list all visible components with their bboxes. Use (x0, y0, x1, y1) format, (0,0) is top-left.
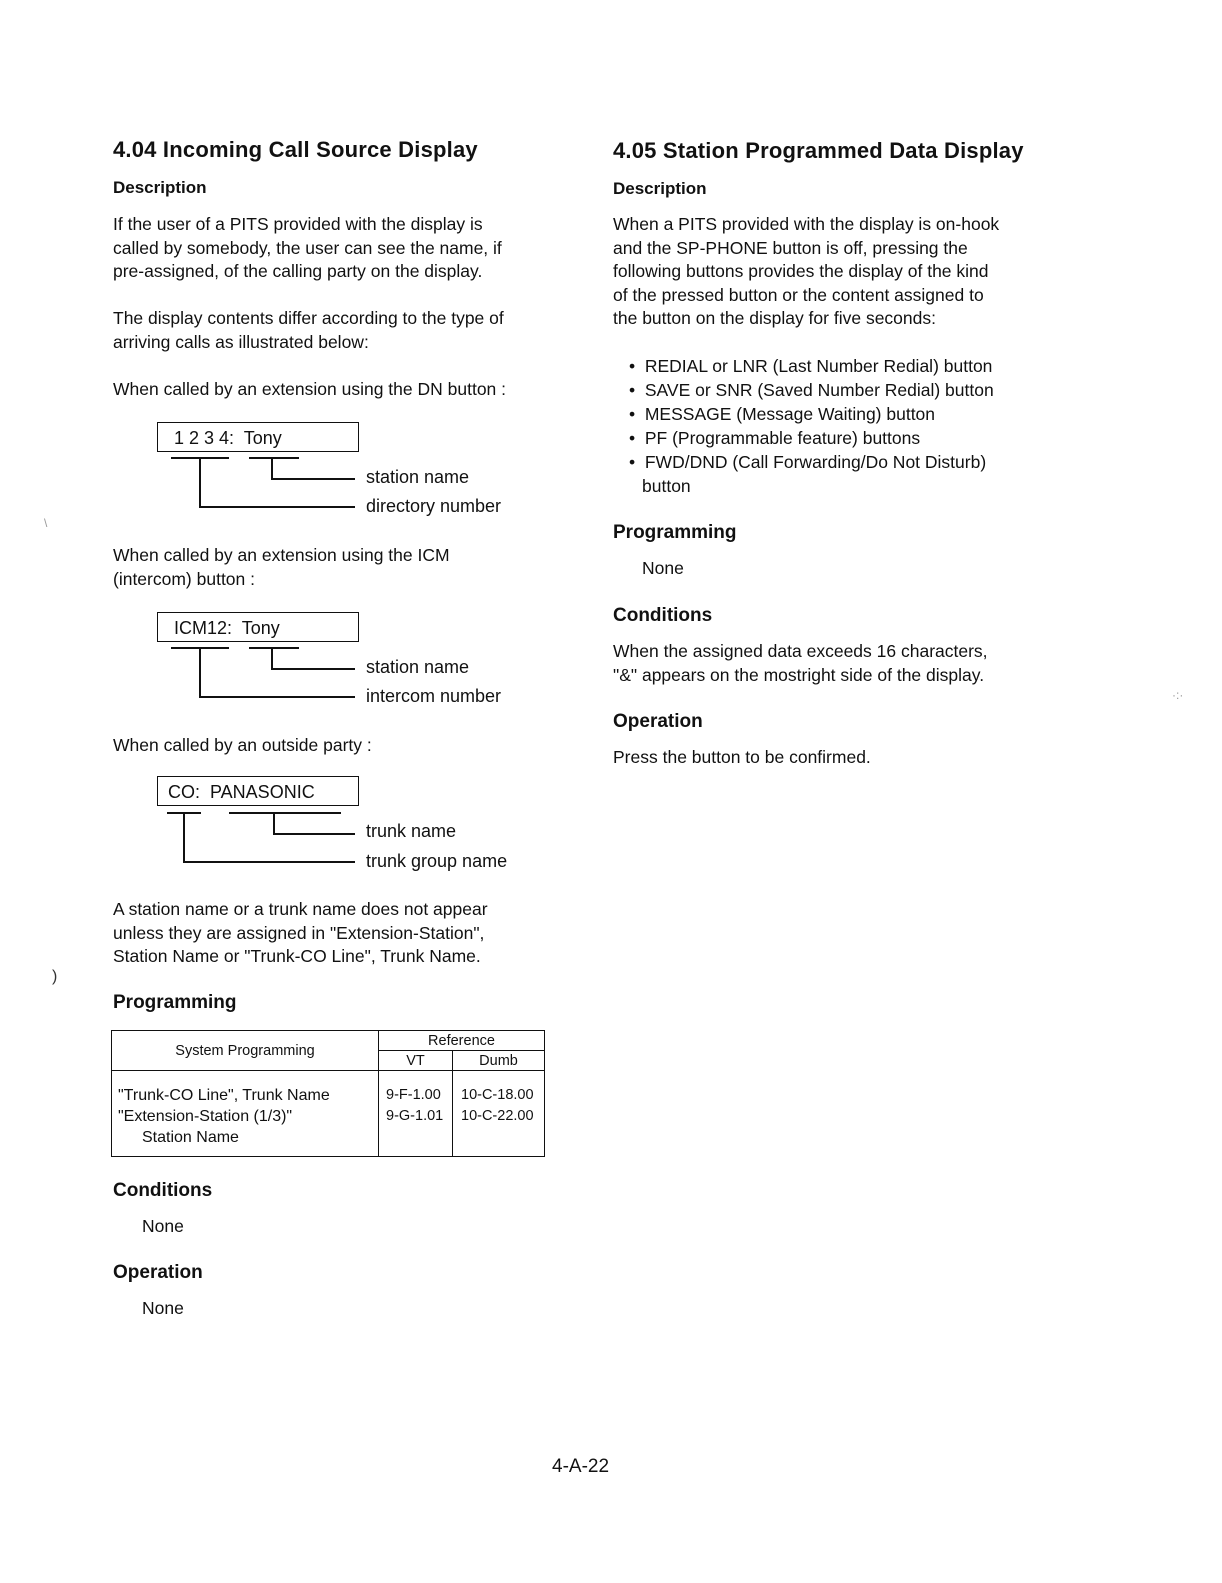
display-box: 1 2 3 4: Tony (157, 422, 359, 452)
bracket-line (271, 457, 273, 479)
display-box: ICM12: Tony (157, 612, 359, 642)
system-cell (112, 1071, 379, 1157)
system-line: "Extension-Station (1/3)" (118, 1108, 293, 1125)
header-dumb: Dumb (453, 1051, 545, 1071)
dumb-value: 10-C-22.00 (461, 1108, 534, 1124)
list-item-text: FWD/DND (Call Forwarding/Do Not Disturb) (644, 452, 987, 472)
page-number: 4-A-22 (552, 1456, 610, 1477)
bracket-line (273, 812, 275, 834)
bracket-line (199, 457, 201, 507)
list-item: • SAVE or SNR (Saved Number Redial) button (629, 380, 994, 400)
leader-line (271, 668, 355, 670)
text-line: When a PITS provided with the display is on-hook (613, 214, 1000, 234)
text-line: following buttons provides the display of the kind (613, 261, 989, 281)
list-item-text: SAVE or SNR (Saved Number Redial) button (644, 380, 994, 400)
text-line: called by somebody, the user can see the name, if (113, 237, 502, 258)
bracket-line (249, 457, 299, 459)
contents-paragraph (113, 307, 504, 354)
case-icm-text (113, 544, 450, 591)
text-line: If the user of a PITS provided with the display is (113, 214, 483, 234)
header-reference: Reference (379, 1031, 545, 1051)
label-directory-number: directory number (366, 496, 502, 516)
text-line: When called by an extension using the ICM (113, 545, 450, 565)
label-station-name: station name (366, 657, 470, 677)
text-line: the button on the display for five seconds: (613, 308, 936, 328)
list-item-text: REDIAL or LNR (Last Number Redial) button (644, 356, 993, 376)
text-line: "&" appears on the mostright side of the display. (613, 664, 985, 685)
system-line: Station Name (142, 1129, 239, 1146)
bracket-line (229, 812, 341, 814)
text-line: pre-assigned, of the calling party on the display. (113, 261, 483, 281)
operation-heading: Operation (613, 711, 703, 732)
description-paragraph (613, 213, 999, 331)
conditions-heading: Conditions (113, 1180, 213, 1201)
case-outside-text: When called by an outside party : (113, 735, 372, 755)
list-item: • REDIAL or LNR (Last Number Redial) button (629, 356, 993, 376)
text-line: arriving calls as illustrated below: (113, 331, 369, 352)
vt-cell (379, 1071, 453, 1157)
label-intercom-number: intercom number (366, 686, 502, 706)
text-line: of the pressed button or the content assigned to (613, 284, 984, 305)
text-line: The display contents differ according to the type of (113, 308, 504, 328)
programming-heading: Programming (613, 522, 737, 543)
section-title-4-05: 4.05 Station Programmed Data Display (613, 138, 1024, 163)
text-line: Station Name or "Trunk-CO Line", Trunk Name. (113, 946, 481, 966)
scan-speck: \ (44, 516, 48, 530)
label-station-name: station name (366, 467, 470, 487)
header-vt: VT (379, 1051, 453, 1071)
scan-speck: ) (52, 968, 58, 985)
list-item-text: MESSAGE (Message Waiting) button (644, 404, 936, 424)
list-item-continuation: button (642, 476, 691, 496)
leader-line (273, 833, 355, 835)
operation-text: None (142, 1298, 184, 1318)
conditions-paragraph (613, 640, 988, 687)
text-line: (intercom) button : (113, 568, 255, 589)
leader-line (199, 506, 355, 508)
display-box: CO: PANASONIC (157, 776, 359, 806)
description-heading: Description (113, 178, 207, 197)
operation-text: Press the button to be confirmed. (613, 747, 871, 767)
case-dn-text: When called by an extension using the DN button : (113, 379, 507, 399)
bracket-line (199, 647, 201, 697)
conditions-heading: Conditions (613, 605, 713, 626)
programming-table (111, 1030, 545, 1157)
text-line: A station name or a trunk name does not appear (113, 899, 488, 919)
text-line: When the assigned data exceeds 16 characters, (613, 641, 988, 661)
table-row (112, 1071, 545, 1157)
vt-value: 9-F-1.00 (386, 1087, 441, 1103)
scan-speck: ·:· (1172, 688, 1184, 702)
label-trunk-name: trunk name (366, 821, 457, 841)
bracket-line (271, 647, 273, 669)
list-item-text: PF (Programmable feature) buttons (644, 428, 921, 448)
leader-line (271, 478, 355, 480)
text-line: and the SP-PHONE button is off, pressing the (613, 237, 968, 258)
vt-value: 9-G-1.01 (386, 1108, 444, 1124)
button-list (629, 354, 994, 498)
description-heading: Description (613, 179, 707, 198)
header-system-programming: System Programming (112, 1031, 379, 1071)
leader-line (183, 861, 355, 863)
system-line: "Trunk-CO Line", Trunk Name (118, 1087, 330, 1104)
programming-text: None (642, 558, 684, 578)
conditions-text: None (142, 1216, 184, 1236)
label-trunk-group-name: trunk group name (366, 851, 508, 871)
dumb-cell (453, 1071, 545, 1157)
operation-heading: Operation (113, 1262, 203, 1283)
section-title-4-04: 4.04 Incoming Call Source Display (113, 137, 478, 162)
list-item: • MESSAGE (Message Waiting) button (629, 404, 936, 424)
programming-heading: Programming (113, 992, 237, 1013)
note-paragraph (113, 898, 488, 969)
bracket-line (183, 812, 185, 862)
list-item: • FWD/DND (Call Forwarding/Do Not Disturb) (629, 452, 987, 472)
leader-line (199, 696, 355, 698)
dumb-value: 10-C-18.00 (461, 1087, 534, 1103)
list-item: • PF (Programmable feature) buttons (629, 428, 921, 448)
bracket-line (249, 647, 299, 649)
text-line: unless they are assigned in "Extension-Station", (113, 922, 485, 943)
description-paragraph (113, 213, 502, 284)
